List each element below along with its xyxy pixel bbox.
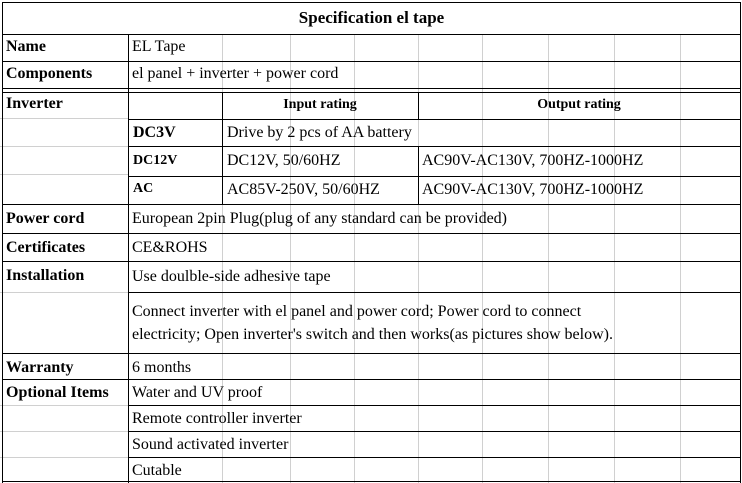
border [128, 146, 741, 147]
dc12v-label: DC12V [133, 153, 178, 168]
gridline [0, 457, 128, 458]
certificates-value: CE&ROHS [132, 239, 208, 256]
installation-label: Installation [6, 267, 85, 284]
border [2, 88, 741, 89]
border [128, 431, 741, 432]
gridline [0, 118, 128, 119]
optional-item: Sound activated inverter [132, 436, 289, 453]
border [2, 233, 741, 234]
ac-label: AC [133, 181, 154, 196]
optional-item: Water and UV proof [132, 384, 263, 401]
border [2, 261, 741, 262]
gridline [0, 146, 128, 147]
border [128, 34, 129, 483]
optional-item: Remote controller inverter [132, 410, 302, 427]
border [2, 2, 3, 483]
inverter-label: Inverter [6, 95, 63, 112]
border [2, 353, 741, 354]
installation-line-2: Connect inverter with el panel and power cord; Power cord to connect [132, 303, 582, 320]
warranty-label: Warranty [6, 359, 74, 376]
input-rating-header: Input rating [283, 97, 357, 112]
border [740, 2, 741, 483]
border [2, 34, 741, 35]
optional-items-label: Optional Items [6, 384, 109, 401]
dc3v-label: DC3V [133, 124, 176, 141]
border [128, 292, 741, 293]
components-label: Components [6, 65, 93, 82]
border [2, 2, 741, 3]
border [2, 481, 741, 482]
installation-line-3: electricity; Open inverter's switch and then works(as pictures show below). [132, 326, 613, 343]
optional-item: Cutable [132, 462, 182, 479]
border [418, 146, 419, 204]
components-value: el panel + inverter + power cord [132, 65, 339, 82]
gridline [0, 292, 128, 293]
dc3v-input: Drive by 2 pcs of AA battery [227, 124, 412, 141]
ac-output: AC90V-AC130V, 700HZ-1000HZ [422, 181, 644, 198]
dc12v-output: AC90V-AC130V, 700HZ-1000HZ [422, 152, 644, 169]
border [128, 405, 741, 406]
ac-input: AC85V-250V, 50/60HZ [227, 181, 380, 198]
certificates-label: Certificates [6, 239, 86, 256]
border [2, 204, 741, 205]
name-label: Name [6, 38, 46, 55]
name-value: EL Tape [132, 38, 186, 55]
border [128, 176, 741, 177]
gridline [0, 405, 128, 406]
border [2, 61, 741, 62]
border [2, 92, 741, 93]
power-cord-value: European 2pin Plug(plug of any standard can be provided) [132, 210, 508, 227]
gridline [0, 431, 128, 432]
gridline [0, 174, 128, 175]
border [128, 119, 741, 120]
border [128, 457, 741, 458]
output-rating-header: Output rating [537, 97, 621, 112]
power-cord-label: Power cord [6, 210, 85, 227]
warranty-value: 6 months [132, 359, 192, 376]
installation-line-1: Use doulble-side adhesive tape [132, 268, 331, 285]
border [2, 379, 741, 380]
sheet-title: Specification el tape [298, 8, 445, 27]
dc12v-input: DC12V, 50/60HZ [227, 152, 341, 169]
